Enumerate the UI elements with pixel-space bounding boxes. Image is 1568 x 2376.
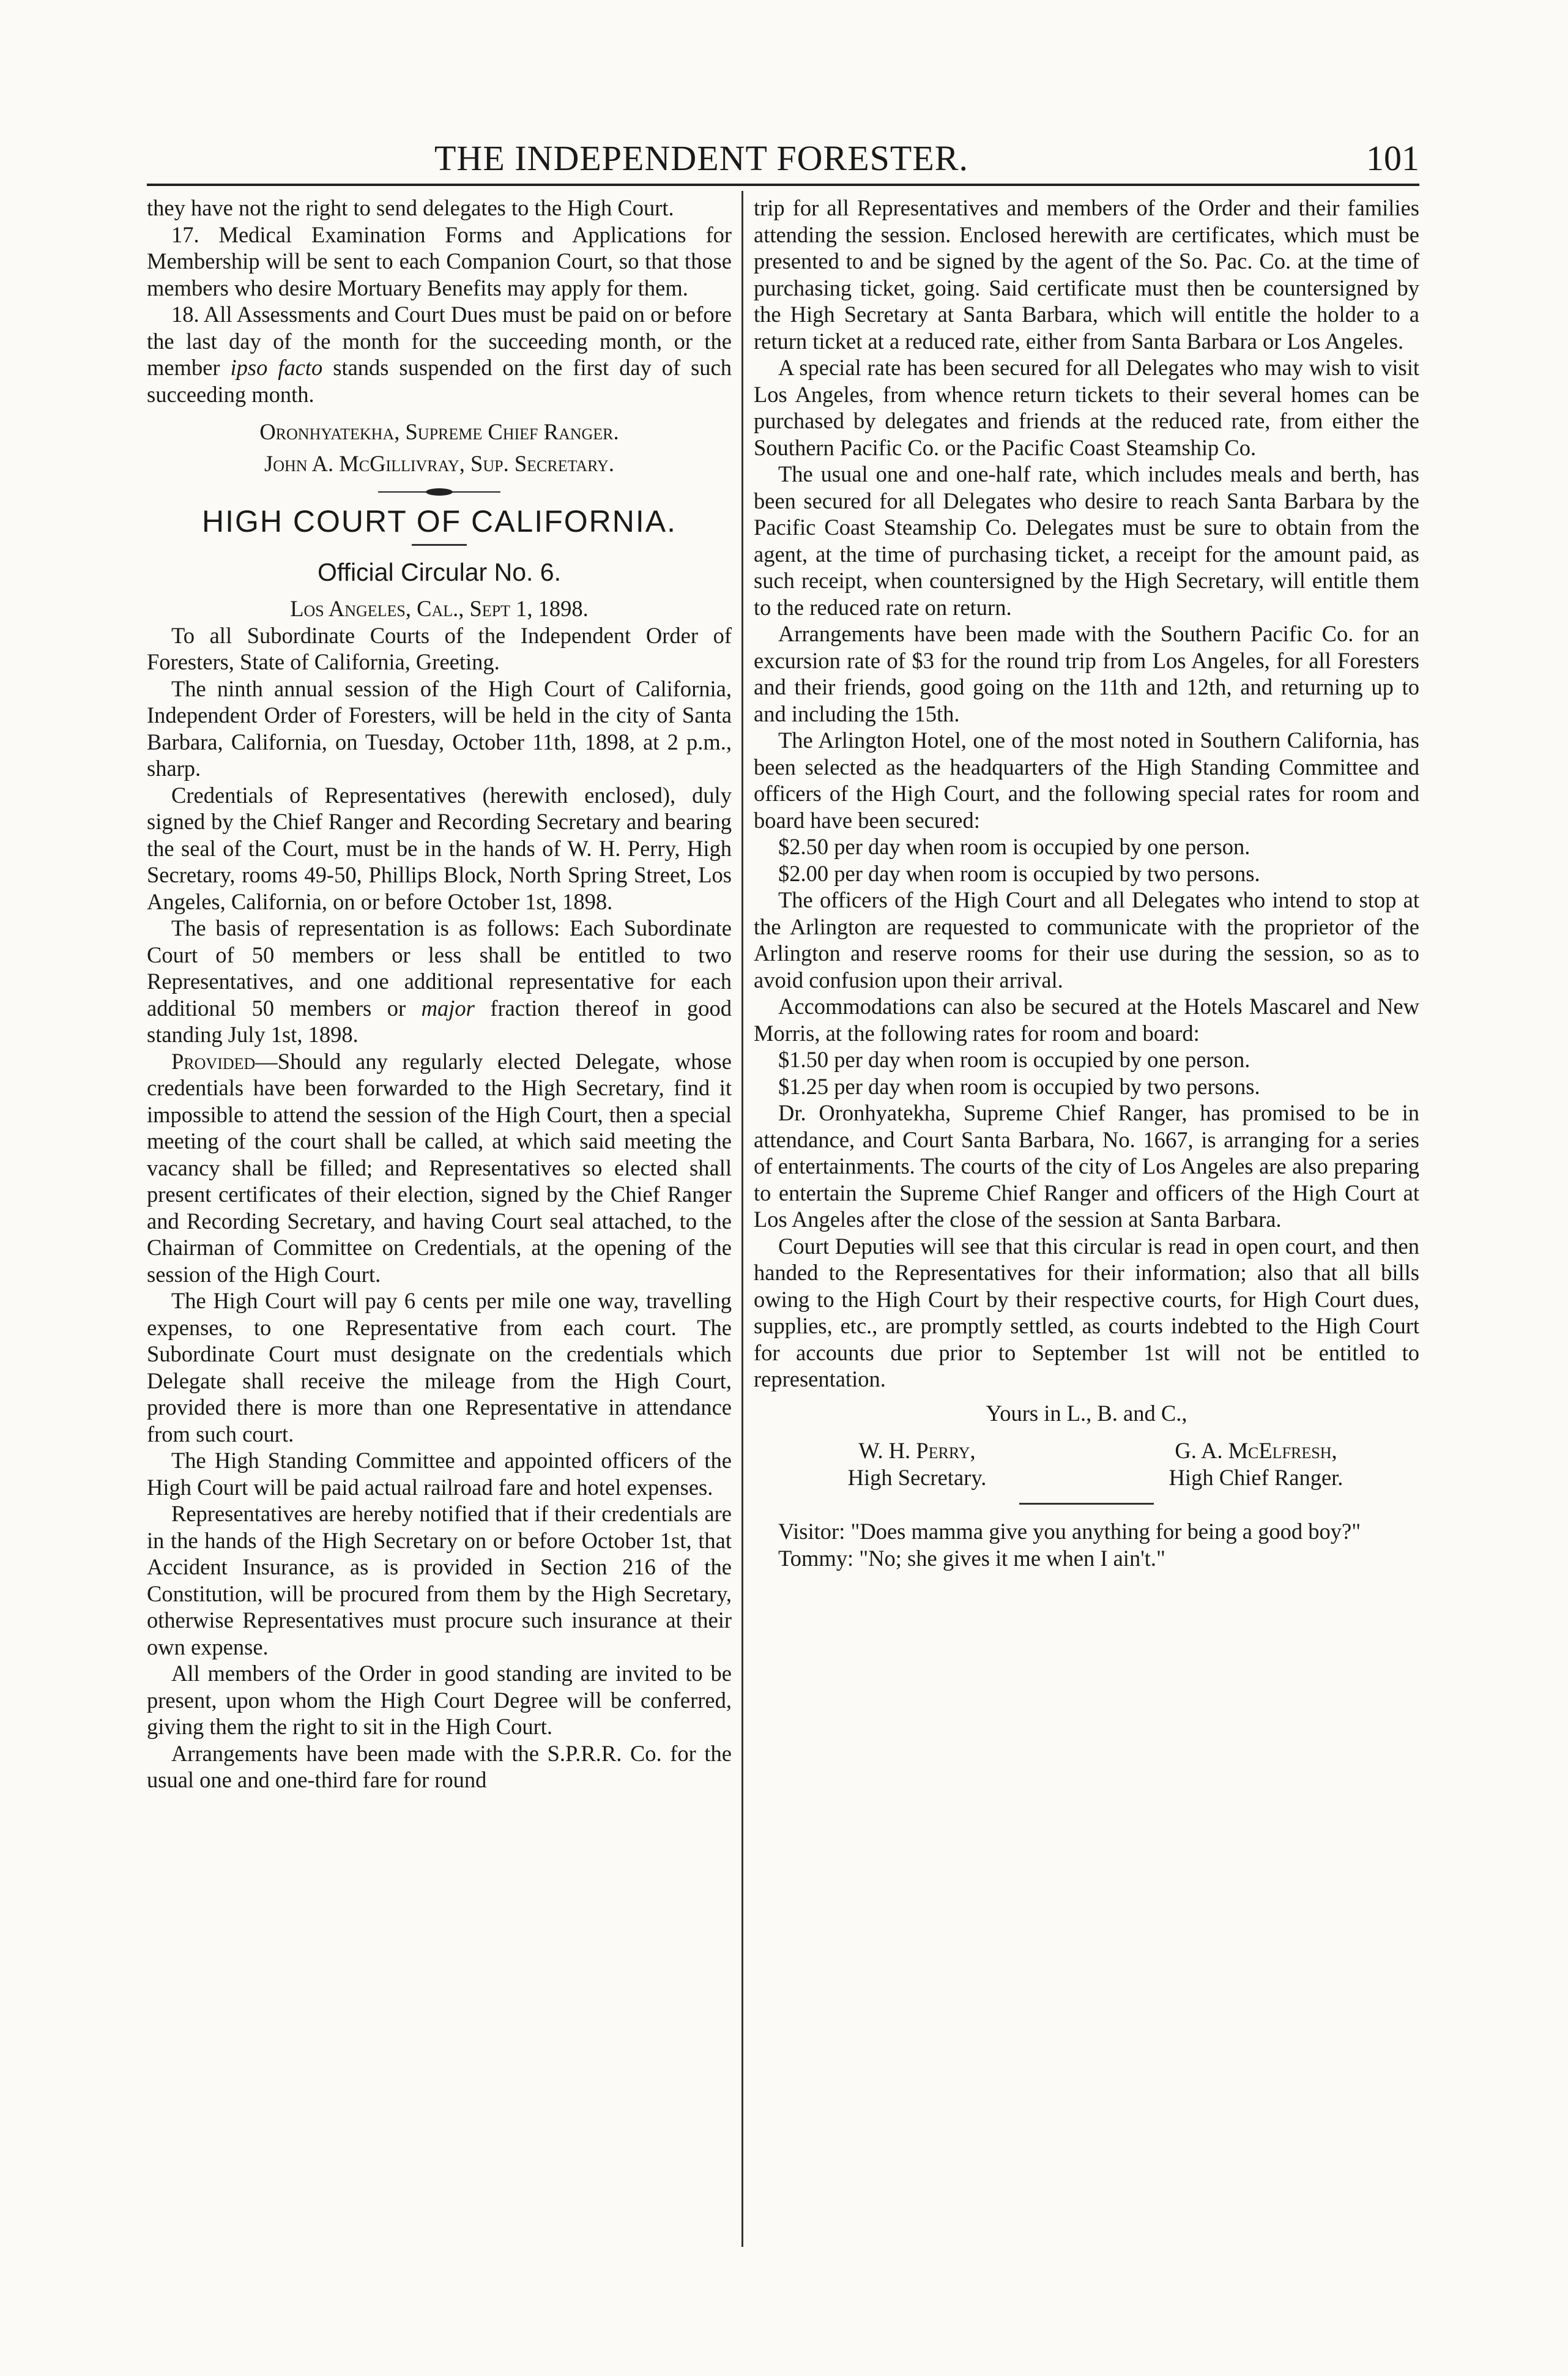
paragraph: [147, 301, 732, 408]
signature-mcelfresh: G. A. McElfresh,: [1175, 1438, 1337, 1463]
text: fraction thereof in good standing July 1st, 1898.: [147, 995, 732, 1047]
column-divider: [741, 191, 743, 2247]
paragraph: Arrangements have been made with the S.P.R.R. Co. for the usual one and one-third fare for round: [147, 1740, 732, 1792]
section-subheading: Official Circular No. 6.: [318, 557, 561, 586]
paragraph: All members of the Order in good standing are invited to be present, upon whom the High Court Degree will be conferred, giving them the right to sit in the High Court.: [147, 1661, 732, 1739]
page-header: [147, 138, 1419, 187]
paragraph: Representatives are hereby notified that if their credentials are in the hands of the High Secretary on or before October 1st, that Accident Insurance, as is provided in Section 216 of the Constitution, will be procured from them by the High Secretary, otherwise Representatives must procure such insurance at their own expense.: [147, 1501, 732, 1659]
italic-text: ipso facto: [230, 355, 323, 380]
title-high-secretary: High Secretary.: [847, 1464, 987, 1490]
anecdote-line: Tommy: "No; she gives it me when I ain't.": [778, 1545, 1165, 1571]
paragraph: The High Standing Committee and appointed officers of the High Court will be paid actual railroad fare and hotel expenses.: [147, 1448, 732, 1500]
page-number: 101: [1366, 138, 1419, 178]
paragraph: The ninth annual session of the High Court of California, Independent Order of Foresters, will be held in the city of Santa Barbara, California, on Tuesday, October 11th, 1898, at 2 p.m., sharp.: [147, 676, 732, 781]
text: —Should any regularly elected Delegate, whose credentials have been forwarded to the High Secretary, find it impossible to attend the session of the High Court, then a special meeting of the court shall be called, at which said meeting the vacancy shall be filled; and Representatives so elected shall present certificates of their election, signed by the Chief Ranger and Recording Secretary, and having Court seal attached, to the Chairman of Committee on Credentials, at the opening of the session of the High Court.: [147, 1048, 732, 1287]
paragraph: The High Court will pay 6 cents per mile one way, travelling expenses, to one Representative from each court. The Subordinate Court must designate on the credentials which Delegate shall receive the mileage from the High Court, provided there is more than one Representative in attendance from such court.: [147, 1288, 732, 1447]
paragraph: [147, 1048, 732, 1288]
rate-line: $2.50 per day when room is occupied by one person.: [778, 834, 1250, 859]
paragraph: 17. Medical Examination Forms and Applications for Membership will be sent to each Companion Court, so that those members who desire Mortuary Benefits may apply for them.: [147, 222, 732, 300]
left-column: [147, 195, 732, 1793]
paragraph: Accommodations can also be secured at the Hotels Mascarel and New Morris, at the following rates for room and board:: [754, 994, 1419, 1046]
divider-rule: [1019, 1503, 1154, 1505]
signature-perry: W. H. Perry,: [858, 1438, 976, 1463]
text: The basis of representation is as follows: Each Subordinate Court of 50 members or less shall be entitled to two Representatives, and one additional representative for each additional 50 members or: [147, 915, 732, 1021]
paragraph: trip for all Representatives and members of the Order and their families attending the session. Enclosed herewith are certificates, which must be presented to and be signed by the agent of the So. Pac. Co. at the time of purchasing ticket, going. Said certificate must then be countersigned by the High Secretary at Santa Barbara, which will entitle the holder to a return ticket at a reduced rate, either from Santa Barbara or Los Angeles.: [754, 195, 1419, 354]
dateline: Los Angeles, Cal., Sept 1, 1898.: [290, 596, 589, 621]
paragraph: The usual one and one-half rate, which includes meals and berth, has been secured for all Delegates who desire to reach Santa Barbara by the Pacific Coast Steamship Co. Delegates must be sure to obtain from the agent, at the time of purchasing ticket, a receipt for the amount paid, as such receipt, when countersigned by the High Secretary, will entitle them to the reduced rate on return.: [754, 461, 1419, 620]
right-column: [754, 195, 1419, 1571]
closing: Yours in L., B. and C.,: [986, 1400, 1187, 1426]
signature-oronhyatekha: Oronhyatekha, Supreme Chief Ranger.: [259, 419, 619, 444]
text: stands suspended on the first day of such succeeding month.: [147, 355, 732, 407]
paragraph: Dr. Oronhyatekha, Supreme Chief Ranger, has promised to be in attendance, and Court Santa Barbara, No. 1667, is arranging for a series of entertainments. The courts of the city of Los Angeles are also preparing to entertain the Supreme Chief Ranger and officers of the High Court at Los Angeles after the close of the session at Santa Barbara.: [754, 1100, 1419, 1232]
running-title: THE INDEPENDENT FORESTER.: [434, 138, 968, 178]
ornament-divider: [378, 488, 500, 496]
paragraph: Credentials of Representatives (herewith enclosed), duly signed by the Chief Ranger and Recording Secretary and bearing the seal of the Court, must be in the hands of W. H. Perry, High Secretary, rooms 49-50, Phillips Block, North Spring Street, Los Angeles, California, on or before October 1st, 1898.: [147, 782, 732, 914]
header-rule: [147, 184, 1419, 186]
paragraph: A special rate has been secured for all Delegates who may wish to visit Los Angeles, from whence return tickets to their several homes can be purchased by delegates and friends at the reduced rate, from either the Southern Pacific Co. or the Pacific Coast Steamship Co.: [754, 355, 1419, 460]
provided-label: Provided: [171, 1048, 256, 1074]
paragraph: The Arlington Hotel, one of the most noted in Southern California, has been selected as the headquarters of the High Standing Committee and officers of the High Court, and the following special rates for room and board have been secured:: [754, 728, 1419, 833]
signature-mcgillivray: John A. McGillivray, Sup. Secretary.: [264, 450, 614, 476]
paragraph: [147, 915, 732, 1048]
paragraph: they have not the right to send delegates to the High Court.: [147, 195, 674, 220]
rate-line: $2.00 per day when room is occupied by two persons.: [778, 860, 1260, 886]
section-heading: HIGH COURT OF CALIFORNIA.: [201, 504, 677, 538]
rate-line: $1.50 per day when room is occupied by one person.: [778, 1047, 1250, 1072]
italic-text: major: [421, 995, 475, 1021]
salutation: To all Subordinate Courts of the Independent Order of Foresters, State of California, Greeting.: [147, 622, 732, 674]
title-high-chief-ranger: High Chief Ranger.: [1169, 1464, 1343, 1490]
signatures: [754, 1437, 1419, 1491]
rate-line: $1.25 per day when room is occupied by two persons.: [778, 1073, 1260, 1099]
paragraph: The officers of the High Court and all Delegates who intend to stop at the Arlington are requested to communicate with the proprietor of the Arlington and reserve rooms for their use during the session, so as to avoid confusion upon their arrival.: [754, 887, 1419, 992]
heading-rule: [412, 544, 467, 546]
paragraph: Court Deputies will see that this circular is read in open court, and then handed to the Representatives for their information; also that all bills owing to the High Court by their respective courts, for High Court dues, supplies, etc., are promptly settled, as courts indebted to the High Court for accounts due prior to September 1st will not be entitled to representation.: [754, 1233, 1419, 1391]
anecdote-line: Visitor: "Does mamma give you anything for being a good boy?": [778, 1519, 1361, 1544]
paragraph: Arrangements have been made with the Southern Pacific Co. for an excursion rate of $3 for the round trip from Los Angeles, for all Foresters and their friends, good going on the 11th and 12th, and returning up to and including the 15th.: [754, 621, 1419, 726]
text: 18. All Assessments and Court Dues must be paid on or before the last day of the month for the succeeding month, or the member: [147, 302, 732, 380]
